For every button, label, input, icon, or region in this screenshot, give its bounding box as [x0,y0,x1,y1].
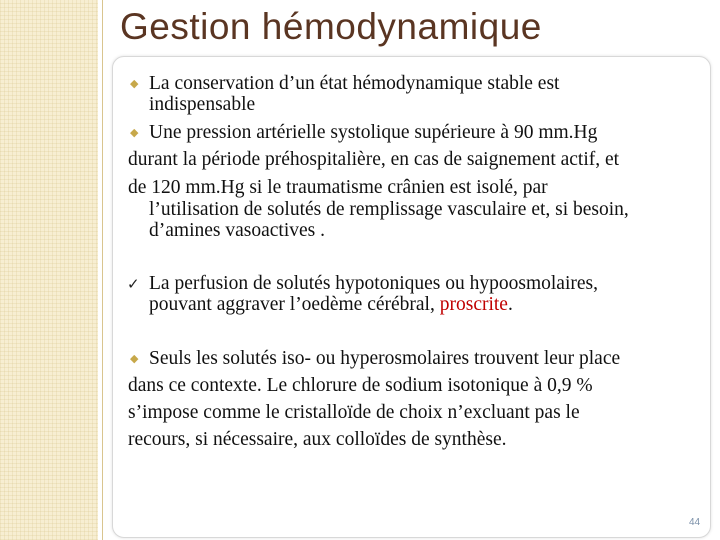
checkmark-icon: ✓ [127,275,140,293]
paragraph-2-line-2: durant la période préhospitalière, en cas de saignement actif, et [128,149,620,170]
end-punctuation: . [507,294,513,315]
paragraph-4-line-1: Seuls les solutés iso- ou hyperosmolaires trouvent leur place [149,348,621,369]
paragraph-2-line-5: d’amines vasoactives . [149,220,325,241]
paragraph-1-line-2: indispensable [149,94,256,115]
paragraph-2-line-3: de 120 mm.Hg si le traumatisme crânien est isolé, par [128,177,548,198]
decorative-vertical-line [102,0,103,540]
page-number: 44 [689,517,701,528]
paragraph-2-line-1: Une pression artérielle systolique supérieure à 90 mm.Hg [149,122,598,143]
decorative-side-band [0,0,98,540]
paragraph-3-line-1: La perfusion de solutés hypotoniques ou hypoosmolaires, [149,273,598,294]
bullet-icon: ◆ [130,78,139,90]
paragraph-4-line-4: recours, si nécessaire, aux colloïdes de synthèse. [128,429,507,450]
paragraph-2-line-4: l’utilisation de solutés de remplissage vasculaire et, si besoin, [149,199,629,220]
paragraph-4-line-3: s’impose comme le cristalloïde de choix n’excluant pas le [128,402,580,423]
highlight-word: proscrite [439,294,508,315]
paragraph-1-line-1: La conservation d’un état hémodynamique stable est [149,73,560,94]
bullet-icon: ◆ [130,127,139,139]
bullet-icon: ◆ [130,353,139,365]
paragraph-3-line-2-text: pouvant aggraver l’oedème cérébral, [149,294,435,315]
slide-title: Gestion hémodynamique [120,6,542,47]
paragraph-3-line-2 [149,294,513,316]
paragraph-4-line-2: dans ce contexte. Le chlorure de sodium isotonique à 0,9 % [128,375,593,396]
